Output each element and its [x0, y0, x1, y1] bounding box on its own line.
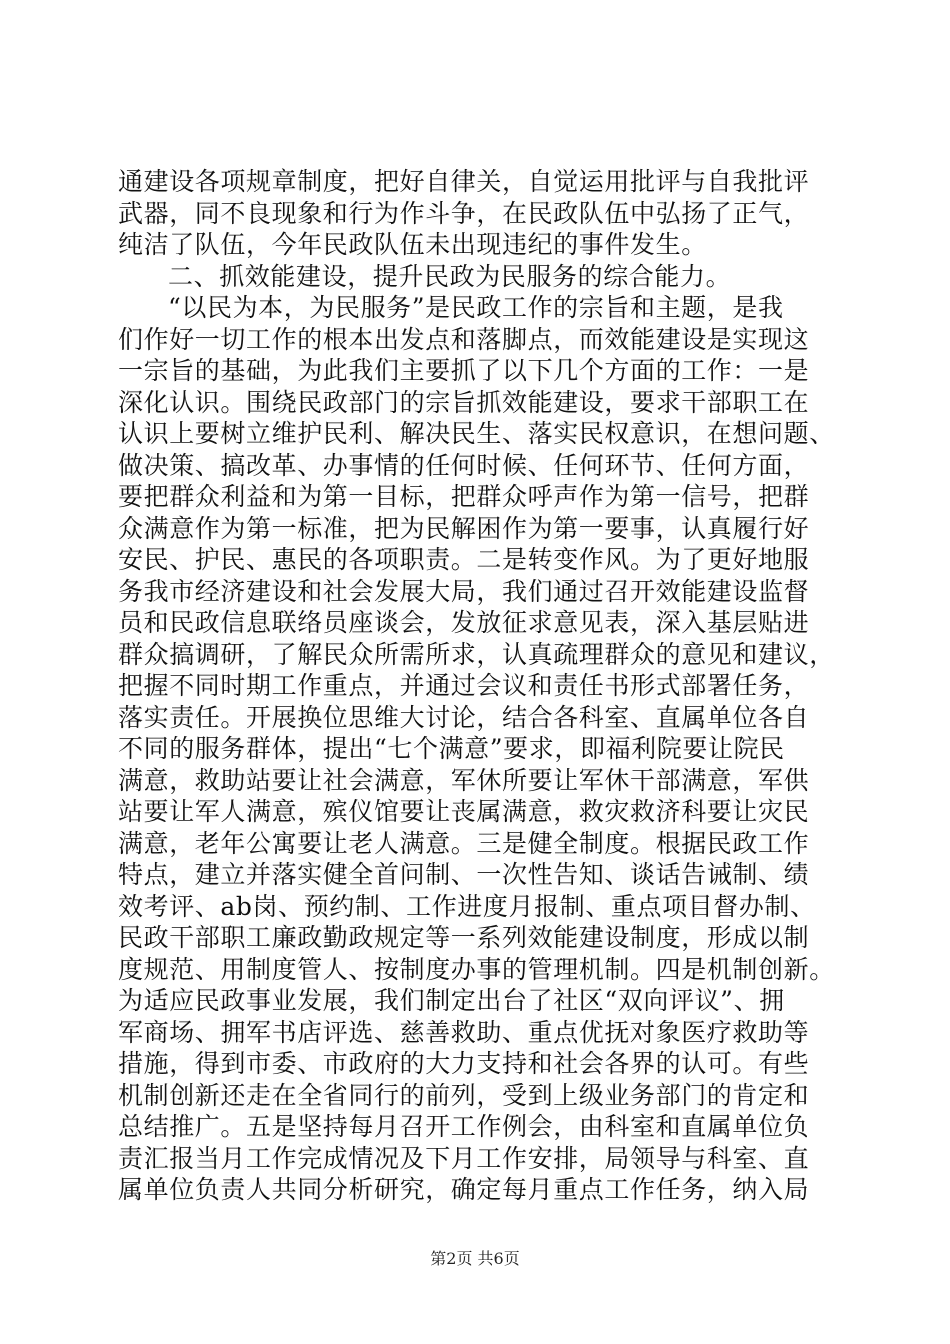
text-line: 站要让军人满意，殡仪馆要让丧属满意，救灾救济科要让灾民	[118, 797, 810, 826]
text-line: 效考评、ab岗、预约制、工作进度月报制、重点项目督办制、	[118, 891, 816, 921]
text-line: 特点，建立并落实健全首问制、一次性告知、谈话告诫制、绩	[118, 860, 810, 889]
text-line: 做决策、搞改革、办事情的任何时候、任何环节、任何方面，	[118, 450, 810, 480]
text-line: 为适应民政事业发展，我们制定出台了社区“双向评议”、拥	[118, 986, 785, 1015]
text-line: 纯洁了队伍，今年民政队伍未出现违纪的事件发生。	[118, 230, 707, 259]
text-line: 们作好一切工作的根本出发点和落脚点，而效能建设是实现这	[118, 324, 810, 354]
text-line: 深化认识。围绕民政部门的宗旨抓效能建设，要求干部职工在	[118, 387, 810, 417]
text-line: 总结推广。五是坚持每月召开工作例会，由科室和直属单位负	[118, 1112, 810, 1141]
text-line: 武器，同不良现象和行为作斗争，在民政队伍中弘扬了正气，	[118, 198, 810, 228]
document-body	[118, 166, 838, 1206]
page-number-footer: 第2页 共6页	[430, 1249, 520, 1268]
text-line: 军商场、拥军书店评选、慈善救助、重点优抚对象医疗救助等	[118, 1017, 810, 1047]
text-line: 责汇报当月工作完成情况及下月工作安排，局领导与科室、直	[118, 1143, 810, 1173]
text-line: 一宗旨的基础，为此我们主要抓了以下几个方面的工作：一是	[118, 356, 810, 385]
text-line: 通建设各项规章制度，把好自律关，自觉运用批评与自我批评	[118, 167, 810, 196]
paragraph-start-line: “以民为本，为民服务”是民政工作的宗旨和主题，是我	[168, 293, 784, 322]
text-line: 要把群众利益和为第一目标，把群众呼声作为第一信号，把群	[118, 482, 810, 511]
text-line: 把握不同时期工作重点，并通过会议和责任书形式部署任务，	[118, 671, 810, 700]
text-line: 属单位负责人共同分析研究，确定每月重点工作任务，纳入局	[118, 1175, 810, 1204]
text-line: 度规范、用制度管人、按制度办事的管理机制。四是机制创新。	[118, 954, 835, 984]
text-line: 民政干部职工廉政勤政规定等一系列效能建设制度，形成以制	[118, 923, 810, 952]
text-line: 不同的服务群体，提出“七个满意”要求，即福利院要让院民	[118, 734, 785, 763]
text-line: 机制创新还走在全省同行的前列，受到上级业务部门的肯定和	[118, 1080, 810, 1110]
text-line: 落实责任。开展换位思维大讨论，结合各科室、直属单位各自	[118, 702, 810, 732]
text-line: 安民、护民、惠民的各项职责。二是转变作风。为了更好地服	[118, 545, 810, 574]
text-line: 满意，救助站要让社会满意，军休所要让军休干部满意，军供	[118, 765, 810, 795]
text-line: 措施，得到市委、市政府的大力支持和社会各界的认可。有些	[118, 1049, 810, 1078]
text-line: 满意，老年公寓要让老人满意。三是健全制度。根据民政工作	[118, 828, 810, 858]
section-heading: 二、抓效能建设，提升民政为民服务的综合能力。	[168, 261, 732, 291]
text-line: 群众搞调研，了解民众所需所求，认真疏理群众的意见和建议，	[118, 639, 835, 669]
text-line: 务我市经济建设和社会发展大局，我们通过召开效能建设监督	[118, 576, 810, 606]
text-line: 员和民政信息联络员座谈会，发放征求意见表，深入基层贴进	[118, 608, 810, 637]
text-line: 众满意作为第一标准，把为民解困作为第一要事，认真履行好	[118, 513, 810, 543]
text-line: 认识上要树立维护民利、解决民生、落实民权意识，在想问题、	[118, 419, 835, 448]
